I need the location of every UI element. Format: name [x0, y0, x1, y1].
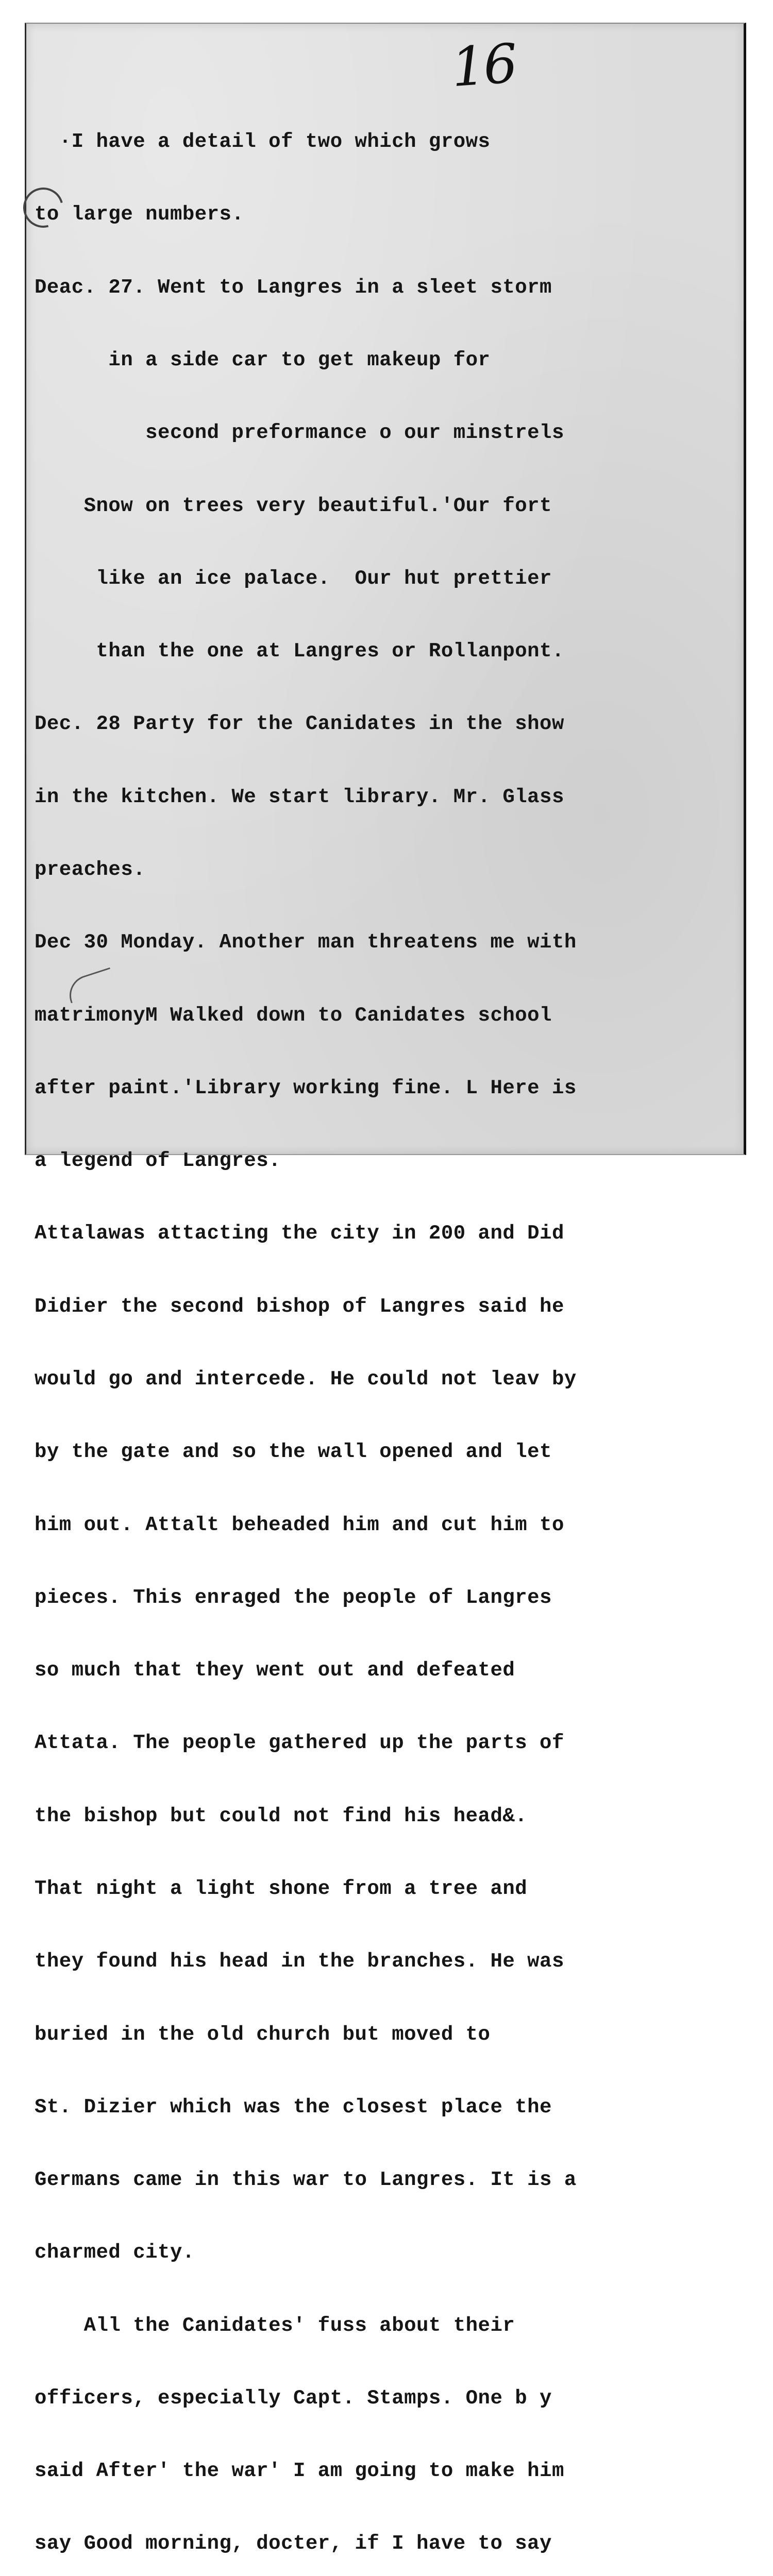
- text-line: officers, especially Capt. Stamps. One b y: [35, 2386, 552, 2410]
- text-line: the bishop but could not find his head&.: [35, 1804, 528, 1827]
- text-line: Attalawas attacting the city in 200 and Did: [35, 1222, 564, 1245]
- text-line: buried in the old church but moved to: [35, 2023, 491, 2046]
- text-line: Dec 30 Monday. Another man threatens me with: [35, 931, 577, 954]
- text-line: to large numbers.: [35, 203, 244, 226]
- text-line: St. Dizier which was the closest place the: [35, 2095, 552, 2119]
- text-line: so much that they went out and defeated: [35, 1659, 515, 1682]
- text-line: after paint.'Library working fine. L Here is: [35, 1076, 577, 1099]
- typewritten-text: [35, 81, 742, 2576]
- text-line: than the one at Langres or Rollanpont.: [35, 640, 564, 663]
- text-line: him out. Attalt beheaded him and cut him to: [35, 1513, 564, 1536]
- text-line: second preformance o our minstrels: [35, 421, 564, 445]
- text-line: charmed city.: [35, 2241, 195, 2264]
- text-line: they found his head in the branches. He was: [35, 1950, 564, 1973]
- text-line: like an ice palace. Our hut prettier: [35, 567, 552, 590]
- text-line: Deac. 27. Went to Langres in a sleet storm: [35, 276, 552, 299]
- text-line: Germans came in this war to Langres. It is a: [35, 2168, 577, 2192]
- text-line: said After' the war' I am going to make him: [35, 2460, 564, 2483]
- text-line: Snow on trees very beautiful.'Our fort: [35, 494, 552, 517]
- text-line: Attata. The people gathered up the parts of: [35, 1732, 564, 1755]
- text-line: would go and intercede. He could not leav by: [35, 1367, 577, 1391]
- text-line: by the gate and so the wall opened and let: [35, 1440, 552, 1464]
- text-line: pieces. This enraged the people of Langres: [35, 1586, 552, 1609]
- text-line: in the kitchen. We start library. Mr. Glass: [35, 785, 564, 808]
- text-line: a legend of Langres.: [35, 1149, 281, 1173]
- text-line: ·I have a detail of two which grows: [35, 130, 491, 154]
- text-line: say Good morning, docter, if I have to say: [35, 2532, 552, 2555]
- text-line: That night a light shone from a tree and: [35, 1877, 528, 1900]
- text-line: Dec. 28 Party for the Canidates in the show: [35, 713, 564, 736]
- text-line: in a side car to get makeup for: [35, 349, 491, 372]
- text-line: matrimonyM Walked down to Canidates school: [35, 1004, 552, 1027]
- page-number: 16: [449, 31, 518, 99]
- text-line: All the Canidates' fuss about their: [35, 2314, 515, 2337]
- document-page: [25, 23, 746, 2555]
- text-line: preaches.: [35, 858, 146, 881]
- text-line: Didier the second bishop of Langres said he: [35, 1295, 564, 1318]
